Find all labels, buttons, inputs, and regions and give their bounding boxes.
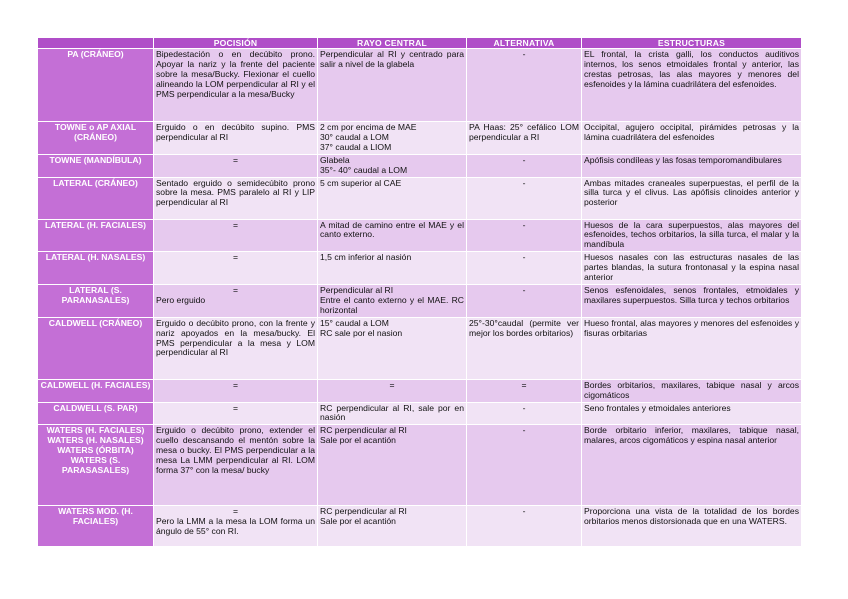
estructuras-text: Occipital, agujero occipital, pirámides petrosas y la lámina cuadrilátera del esfenoides <box>584 122 799 142</box>
rayo-central-text: RC sale por el nasion <box>320 327 403 338</box>
posicion-text: = <box>232 402 239 413</box>
posicion-cell <box>154 49 318 122</box>
row-view-text: CALDWELL (S. PAR) <box>53 402 138 413</box>
row-view-text: CALDWELL (CRÁNEO) <box>48 317 143 328</box>
alternativa-text: - <box>522 402 526 413</box>
posicion-cell <box>154 252 318 285</box>
rayo-central-text: RC perpendicular al RI, sale por en nasión <box>320 402 464 423</box>
rayo-central-text: 5 cm superior al CAE <box>320 177 402 188</box>
alternativa-cell <box>467 122 582 155</box>
rayo-central-text: RC perpendicular al RI <box>320 506 407 517</box>
table-wrapper <box>37 37 802 547</box>
posicion-cell <box>154 506 318 547</box>
row-view-text: WATERS (S. PARASASALES) <box>61 455 130 475</box>
row-view-text: LATERAL (S. PARANASALES) <box>61 284 130 305</box>
row-view-cell <box>38 177 154 219</box>
rayo-central-text: 15° caudal a LOM <box>320 317 389 328</box>
posicion-text: = <box>232 252 239 263</box>
estructuras-cell <box>582 379 802 402</box>
estructuras-cell <box>582 177 802 219</box>
rayo-central-text: = <box>389 379 395 390</box>
estructuras-cell <box>582 252 802 285</box>
estructuras-text: Bordes orbitarios, maxilares, tabique nasal y arcos cigomáticos <box>584 379 799 400</box>
rayo-central-cell <box>318 402 467 425</box>
estructuras-text: Ambas mitades craneales superpuestas, el perfil de la silla turca y el clivus. Las apófisis clinoides anterior y posterior <box>584 177 799 208</box>
row-view-cell <box>38 49 154 122</box>
alternativa-cell <box>467 425 582 506</box>
rayo-central-text: 30° caudal a LOM <box>320 131 389 142</box>
estructuras-text: EL frontal, la crista galli, los conductos auditivos internos, los senos etmoidales frontal y anterior, las crestas petrosas, las alas mayores y menores del esfenoides y la lámina cuadrilátera del esfenoides. <box>584 49 799 89</box>
row-view-text: WATERS (ÓRBITA) <box>57 445 134 456</box>
rayo-central-text: 1,5 cm inferior al nasión <box>320 252 412 263</box>
rayo-central-cell <box>318 49 467 122</box>
rayo-central-text: Perpendicular al RI y centrado para salir a nivel de la glabela <box>320 49 464 69</box>
rayo-central-cell <box>318 425 467 506</box>
posicion-cell <box>154 177 318 219</box>
table-body <box>38 49 802 547</box>
row-view-text: CALDWELL (H. FACIALES) <box>40 379 151 390</box>
table-row <box>38 402 802 425</box>
alternativa-cell <box>467 379 582 402</box>
estructuras-cell <box>582 506 802 547</box>
rayo-central-text: 2 cm por encima de MAE <box>320 122 417 132</box>
alternativa-text: - <box>522 506 526 517</box>
alternativa-text: - <box>522 219 526 230</box>
header-alternativa: ALTERNATIVA <box>467 38 582 49</box>
posicion-cell <box>154 154 318 177</box>
header-view <box>38 38 154 49</box>
rayo-central-text: 37° caudal a LIOM <box>320 141 392 152</box>
radiography-table <box>37 37 802 547</box>
rayo-central-text: Sale por el acantión <box>320 516 396 527</box>
alternativa-cell <box>467 317 582 379</box>
posicion-cell <box>154 284 318 317</box>
posicion-text: = <box>232 284 239 295</box>
estructuras-cell <box>582 154 802 177</box>
alternativa-text: - <box>522 284 526 295</box>
estructuras-cell <box>582 425 802 506</box>
alternativa-text: - <box>522 425 526 436</box>
rayo-central-cell <box>318 219 467 252</box>
table-row <box>38 379 802 402</box>
posicion-text: Sentado erguido o semidecúbito prono sobre la mesa. PMS paralelo al RI y LIP perpendicular al RI <box>156 177 315 208</box>
rayo-central-text: A mitad de camino entre el MAE y el canto externo. <box>320 219 464 240</box>
table-row <box>38 425 802 506</box>
table-row <box>38 284 802 317</box>
rayo-central-text: Entre el canto externo y el MAE. RC horizontal <box>320 294 464 315</box>
posicion-text: Erguido o decúbito prono, extender el cuello descansando el mentón sobre la mesa o bucky. El PMS perpendicular a la mesa La LMM perpendicular al RI. LOM forma 37° con la mesa/ bucky <box>156 425 315 475</box>
alternativa-text: = <box>521 379 527 390</box>
table-row <box>38 177 802 219</box>
posicion-text: Pero la LMM a la mesa la LOM forma un ángulo de 55° con RI. <box>156 516 315 537</box>
row-view-text: PA (CRÁNEO) <box>67 49 124 59</box>
alternativa-text: 25°-30°caudal (permite ver mejor los bordes orbitarios) <box>469 317 579 338</box>
row-view-cell <box>38 284 154 317</box>
row-view-text: WATERS (H. FACIALES) <box>46 425 145 436</box>
row-view-cell <box>38 506 154 547</box>
table-row <box>38 252 802 285</box>
row-view-cell <box>38 154 154 177</box>
table-row <box>38 122 802 155</box>
rayo-central-cell <box>318 379 467 402</box>
row-view-text: TOWNE o AP AXIAL (CRÁNEO) <box>54 122 137 142</box>
estructuras-text: Huesos nasales con las estructuras nasales de las partes blandas, la sutura frontonasal y la espina nasal anterior <box>584 252 799 283</box>
table-row <box>38 317 802 379</box>
rayo-central-text: 35°- 40° caudal a LOM <box>320 164 408 175</box>
rayo-central-cell <box>318 122 467 155</box>
alternativa-cell <box>467 402 582 425</box>
table-row <box>38 219 802 252</box>
alternativa-text: - <box>522 177 526 188</box>
rayo-central-cell <box>318 252 467 285</box>
row-view-text: TOWNE (MANDÍBULA) <box>49 154 142 165</box>
posicion-cell <box>154 317 318 379</box>
row-view-cell <box>38 252 154 285</box>
row-view-text: LATERAL (H. FACIALES) <box>45 219 146 230</box>
alternativa-cell <box>467 506 582 547</box>
alternativa-text: - <box>522 252 526 263</box>
header-rayo-central: RAYO CENTRAL <box>318 38 467 49</box>
table-row <box>38 154 802 177</box>
posicion-text: Erguido o en decúbito supino. PMS perpendicular al RI <box>156 122 315 142</box>
alternativa-cell <box>467 49 582 122</box>
estructuras-cell <box>582 219 802 252</box>
posicion-cell <box>154 379 318 402</box>
estructuras-text: Borde orbitario inferior, maxilares, tabique nasal, malares, arcos cigomáticos y espina nasal anterior <box>584 425 799 446</box>
row-view-text: WATERS MOD. (H. FACIALES) <box>58 506 133 527</box>
posicion-text: = <box>232 219 239 230</box>
rayo-central-cell <box>318 154 467 177</box>
posicion-cell <box>154 425 318 506</box>
rayo-central-cell <box>318 506 467 547</box>
row-view-cell <box>38 122 154 155</box>
estructuras-text: Seno frontales y etmoidales anteriores <box>584 402 731 413</box>
posicion-text: Pero erguido <box>156 294 206 305</box>
estructuras-cell <box>582 317 802 379</box>
posicion-cell <box>154 219 318 252</box>
estructuras-text: Proporciona una vista de la totalidad de los bordes orbitarios menos distorsionada que en una WATERS. <box>584 506 799 527</box>
rayo-central-cell <box>318 284 467 317</box>
alternativa-cell <box>467 154 582 177</box>
row-view-text: LATERAL (CRÁNEO) <box>53 177 138 188</box>
posicion-text: Bipedestación o en decúbito prono. Apoyar la nariz y la frente del paciente sobre la mesa/Bucky. Flexionar el cuello alineando la LOM perpendicular al RI y el PMS perpendicular a la mesa/Bucky <box>156 49 315 99</box>
estructuras-cell <box>582 402 802 425</box>
row-view-cell <box>38 379 154 402</box>
rayo-central-text: Glabela <box>320 154 350 165</box>
row-view-cell <box>38 317 154 379</box>
rayo-central-text: Perpendicular al RI <box>320 284 394 295</box>
row-view-cell <box>38 219 154 252</box>
estructuras-cell <box>582 49 802 122</box>
rayo-central-cell <box>318 177 467 219</box>
estructuras-text: Hueso frontal, alas mayores y menores del esfenoides y fisuras orbitarias <box>584 317 799 338</box>
table-row <box>38 506 802 547</box>
row-view-cell <box>38 402 154 425</box>
estructuras-text: Huesos de la cara superpuestos, alas mayores del esfenoides, techos orbitarios, la silla turca, el malar y la mandíbula <box>584 219 799 250</box>
table-row <box>38 49 802 122</box>
rayo-central-text: Sale por el acantión <box>320 435 396 446</box>
posicion-text: = <box>232 154 239 165</box>
header-posicion: POCISIÓN <box>154 38 318 49</box>
estructuras-text: Apófisis condíleas y las fosas temporomandibulares <box>584 154 782 165</box>
row-view-text: WATERS (H. NASALES) <box>47 435 144 446</box>
alternativa-cell <box>467 177 582 219</box>
header-estructuras: ESTRUCTURAS <box>582 38 802 49</box>
posicion-text: Erguido o decúbito prono, con la frente y nariz apoyados en la mesa/bucky. El PMS perpendicular a la mesa y LOM perpendicular al RI <box>156 317 315 358</box>
alternativa-text: - <box>522 49 526 59</box>
estructuras-cell <box>582 122 802 155</box>
alternativa-cell <box>467 219 582 252</box>
row-view-cell <box>38 425 154 506</box>
posicion-cell <box>154 122 318 155</box>
estructuras-cell <box>582 284 802 317</box>
alternativa-text: PA Haas: 25° cefálico LOM perpendicular a RI <box>469 122 579 142</box>
posicion-text: = <box>232 506 239 517</box>
posicion-cell <box>154 402 318 425</box>
rayo-central-text: RC perpendicular al RI <box>320 425 407 436</box>
table-header <box>38 38 802 49</box>
alternativa-text: - <box>522 154 526 165</box>
row-view-text: LATERAL (H. NASALES) <box>45 252 146 263</box>
estructuras-text: Senos esfenoidales, senos frontales, etmoidales y maxilares superpuestos. Silla turca y techos orbitarios <box>584 284 799 305</box>
alternativa-cell <box>467 252 582 285</box>
posicion-text: = <box>232 379 239 390</box>
rayo-central-cell <box>318 317 467 379</box>
alternativa-cell <box>467 284 582 317</box>
